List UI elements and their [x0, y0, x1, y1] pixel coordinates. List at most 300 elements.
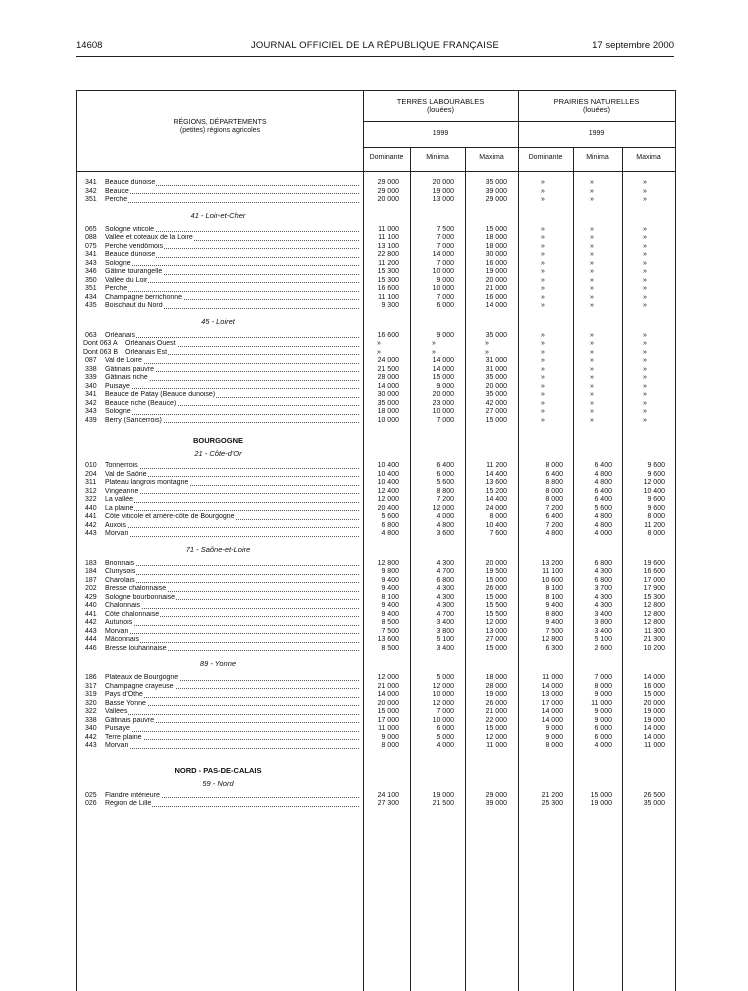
- row-value: 9 800: [381, 568, 399, 575]
- row-code: 204: [85, 470, 97, 478]
- row-name: [105, 417, 359, 426]
- row-value: 6 800: [594, 576, 612, 584]
- row-value: 9 000: [436, 382, 454, 390]
- row-label: Bresse chalonnaise: [105, 585, 167, 592]
- row-value: 15 200: [485, 487, 507, 495]
- row-label: Clunysois: [105, 568, 136, 575]
- row-value: 35 000: [643, 800, 665, 807]
- row-value: 20 000: [432, 391, 454, 398]
- row-value: 3 700: [594, 585, 612, 592]
- department-heading: 45 - Loiret: [201, 316, 235, 326]
- table-row: [77, 800, 675, 809]
- row-value: 7 000: [436, 234, 454, 241]
- row-label: Sologne bourbonnaise: [105, 593, 176, 601]
- row-value: 19 000: [643, 716, 665, 724]
- row-value: 39 000: [485, 187, 507, 195]
- row-name: [105, 479, 359, 488]
- row-value: »: [377, 348, 381, 356]
- row-name: [105, 505, 359, 514]
- row-value: 10 000: [432, 691, 454, 698]
- row-code: 443: [85, 627, 97, 635]
- row-value: 9 000: [594, 691, 612, 698]
- col-region-title: RÉGIONS, DÉPARTEMENTS: [173, 119, 267, 126]
- region-heading: NORD - PAS-DE-CALAIS: [174, 765, 262, 775]
- row-code: 343: [85, 259, 97, 267]
- row-name: [105, 619, 359, 628]
- publication-date: 17 septembre 2000: [592, 40, 674, 51]
- table-row: [77, 488, 675, 497]
- group-prairies-sub: (louées): [582, 105, 611, 114]
- row-value: 21 000: [485, 285, 507, 292]
- row-value: 4 300: [436, 602, 454, 609]
- row-value: 15 000: [643, 691, 665, 698]
- row-value: »: [541, 285, 545, 292]
- row-value: 15 300: [377, 268, 399, 275]
- row-value: 8 000: [647, 530, 665, 537]
- row-value: 12 800: [643, 619, 665, 626]
- row-value: 6 000: [594, 725, 612, 732]
- dotted-leader: [105, 714, 359, 715]
- table-row: [77, 340, 675, 349]
- row-code: 088: [85, 234, 97, 241]
- row-label: Auxois: [105, 521, 127, 529]
- row-code: 187: [85, 576, 97, 584]
- row-value: 17 000: [541, 699, 563, 707]
- journal-title: JOURNAL OFFICIEL DE LA RÉPUBLIQUE FRANÇAISE: [250, 40, 500, 51]
- row-value: 13 000: [541, 691, 563, 698]
- table-row: [77, 708, 675, 717]
- row-value: 6 800: [381, 521, 399, 529]
- row-code: 340: [85, 725, 97, 732]
- row-name: [105, 691, 359, 700]
- row-value: 29 000: [485, 791, 507, 799]
- row-value: 20 000: [485, 559, 507, 567]
- row-value: »: [643, 187, 647, 195]
- row-name: [105, 462, 359, 471]
- row-value: 19 000: [432, 791, 454, 799]
- row-label: Sologne viticole: [105, 225, 155, 233]
- row-value: 16 000: [485, 293, 507, 301]
- row-code: 342: [85, 187, 97, 195]
- row-value: »: [541, 331, 545, 339]
- row-name: [105, 568, 359, 577]
- row-value: 7 600: [489, 530, 507, 537]
- row-value: 12 000: [377, 674, 399, 681]
- header-line: [363, 121, 675, 122]
- row-name: [105, 374, 359, 383]
- row-value: 6 000: [594, 733, 612, 741]
- table-row: [77, 383, 675, 392]
- row-value: »: [590, 408, 594, 415]
- row-value: 20 000: [432, 179, 454, 186]
- row-value: 19 000: [485, 268, 507, 275]
- row-value: »: [643, 365, 647, 373]
- row-value: 17 000: [643, 576, 665, 584]
- row-value: 8 000: [594, 682, 612, 690]
- table-row: [77, 568, 675, 577]
- subheader-minima: Minima: [426, 154, 449, 161]
- row-name: [105, 800, 359, 809]
- row-value: »: [541, 234, 545, 241]
- row-value: »: [643, 399, 647, 407]
- dotted-leader: [105, 502, 359, 503]
- row-name: [105, 366, 359, 375]
- row-value: 26 000: [485, 699, 507, 707]
- row-value: 10 000: [377, 416, 399, 424]
- row-value: »: [590, 391, 594, 398]
- row-value: »: [541, 382, 545, 390]
- row-value: 7 000: [594, 674, 612, 681]
- row-value: »: [590, 225, 594, 233]
- header-line: [77, 171, 675, 172]
- table-row: [77, 374, 675, 383]
- row-value: 16 600: [377, 285, 399, 292]
- table-row: [77, 462, 675, 471]
- row-label: Orléanais: [105, 331, 135, 339]
- row-value: »: [590, 374, 594, 381]
- row-value: 27 300: [377, 800, 399, 807]
- table-row: [77, 349, 675, 358]
- row-value: 6 400: [545, 513, 563, 520]
- row-value: »: [541, 276, 545, 284]
- table-row: [77, 505, 675, 514]
- subheader-minima: Minima: [586, 154, 609, 161]
- row-value: 29 000: [377, 187, 399, 195]
- row-value: 20 000: [485, 382, 507, 390]
- row-value: »: [541, 348, 545, 356]
- dotted-leader: [105, 536, 359, 537]
- row-value: 35 000: [485, 391, 507, 398]
- row-value: 21 000: [485, 708, 507, 715]
- dotted-leader: [105, 493, 359, 494]
- row-value: 20 000: [377, 699, 399, 707]
- row-value: 9 400: [381, 576, 399, 584]
- row-code: 429: [85, 593, 97, 601]
- row-value: 23 000: [432, 399, 454, 407]
- row-value: 24 000: [377, 357, 399, 364]
- row-value: 15 000: [377, 708, 399, 715]
- row-value: 4 300: [594, 568, 612, 575]
- row-value: 14 400: [485, 496, 507, 503]
- row-value: 10 000: [432, 285, 454, 292]
- table-row: [77, 628, 675, 637]
- row-value: »: [643, 416, 647, 424]
- row-value: 12 000: [643, 479, 665, 486]
- table-row: [77, 636, 675, 645]
- row-name: [105, 742, 359, 751]
- row-name: [105, 611, 359, 620]
- department-heading: 41 - Loir-et-Cher: [190, 210, 246, 220]
- row-label: Plateau langrois montagne: [105, 479, 189, 486]
- row-value: 19 500: [485, 568, 507, 575]
- subheader-dominante: Dominante: [369, 154, 404, 161]
- table-row: [77, 725, 675, 734]
- table-row: [77, 742, 675, 751]
- table-row: [77, 560, 675, 569]
- dotted-leader: [105, 468, 359, 469]
- row-value: »: [541, 259, 545, 267]
- row-value: 16 600: [643, 568, 665, 575]
- row-value: 9 600: [647, 496, 665, 503]
- row-value: 12 000: [432, 699, 454, 707]
- table-row: [77, 260, 675, 269]
- row-value: »: [643, 374, 647, 381]
- row-name: [105, 683, 359, 692]
- rent-table: [76, 90, 676, 991]
- row-value: »: [541, 391, 545, 398]
- department-heading: 21 - Côte-d'Or: [194, 449, 242, 458]
- row-value: 21 500: [377, 365, 399, 373]
- row-code: 443: [85, 530, 97, 537]
- row-label: Gâtinais pauvre: [105, 716, 155, 724]
- row-value: »: [643, 293, 647, 301]
- dotted-leader: [105, 510, 359, 511]
- row-value: »: [590, 196, 594, 203]
- row-value: »: [541, 357, 545, 364]
- row-value: 31 000: [485, 365, 507, 373]
- row-label: Gâtinais riche: [105, 374, 148, 381]
- row-label: Berry (Sancerrois): [105, 416, 162, 424]
- row-value: »: [541, 242, 545, 250]
- row-label: Boischaut du Nord: [105, 302, 163, 309]
- row-label: Perche: [105, 196, 128, 203]
- row-value: 8 100: [381, 593, 399, 601]
- row-value: 14 000: [541, 708, 563, 715]
- row-value: 14 000: [541, 682, 563, 690]
- row-value: »: [643, 225, 647, 233]
- group-prairies-header: [518, 98, 675, 114]
- row-value: 26 000: [485, 585, 507, 592]
- row-value: 28 000: [485, 682, 507, 690]
- table-row: [77, 734, 675, 743]
- row-value: »: [643, 196, 647, 203]
- row-value: 19 000: [432, 187, 454, 195]
- row-label: La vallée: [105, 496, 134, 503]
- row-value: 3 400: [436, 644, 454, 652]
- dotted-leader: [105, 527, 359, 528]
- row-label: Plateaux de Bourgogne: [105, 674, 179, 681]
- row-label: Autunois: [105, 619, 133, 626]
- row-value: 4 300: [436, 559, 454, 567]
- row-label: Orléanais Ouest: [125, 340, 176, 347]
- row-value: 16 000: [485, 259, 507, 267]
- row-code: 443: [85, 742, 97, 749]
- row-value: 12 800: [643, 610, 665, 618]
- row-value: 4 800: [436, 521, 454, 529]
- row-value: 11 000: [486, 742, 507, 749]
- row-name: [125, 349, 359, 358]
- row-value: »: [541, 408, 545, 415]
- table-row: [77, 196, 675, 205]
- row-name: [105, 496, 359, 505]
- dotted-leader: [105, 291, 359, 292]
- table-row: [77, 294, 675, 303]
- row-value: 10 200: [643, 644, 665, 652]
- row-name: [105, 734, 359, 743]
- row-name: [105, 408, 359, 417]
- row-value: 4 000: [594, 742, 612, 749]
- row-value: 10 000: [432, 716, 454, 724]
- row-value: 4 300: [594, 602, 612, 609]
- row-value: »: [590, 348, 594, 356]
- row-value: »: [590, 399, 594, 407]
- row-value: 9 600: [647, 470, 665, 478]
- row-code: 010: [85, 462, 97, 469]
- row-name: [105, 268, 359, 277]
- table-row: [77, 188, 675, 197]
- row-value: »: [590, 251, 594, 258]
- row-value: 14 000: [541, 716, 563, 724]
- group-terres-sub: (louées): [426, 105, 455, 114]
- row-code: Dont 063 A: [83, 340, 118, 347]
- row-code: 025: [85, 791, 97, 799]
- row-value: 3 800: [436, 627, 454, 635]
- row-value: 15 500: [485, 610, 507, 618]
- table-row: [77, 332, 675, 341]
- row-label: Vallée du Loir: [105, 276, 148, 284]
- row-value: »: [643, 382, 647, 390]
- row-code: 341: [85, 391, 97, 398]
- dotted-leader: [105, 731, 359, 732]
- table-row: [77, 417, 675, 426]
- row-value: 8 000: [647, 513, 665, 520]
- row-code: 351: [85, 196, 97, 203]
- row-value: »: [541, 293, 545, 301]
- page-number: 14608: [76, 40, 103, 51]
- row-value: 10 400: [377, 462, 399, 469]
- subheader-maxima: Maxima: [636, 154, 661, 161]
- table-row: [77, 594, 675, 603]
- row-value: 5 000: [436, 674, 454, 681]
- row-value: 6 400: [594, 487, 612, 495]
- row-value: 3 400: [436, 619, 454, 626]
- row-value: 30 000: [377, 391, 399, 398]
- row-value: 7 500: [436, 225, 454, 233]
- row-name: [105, 700, 359, 709]
- row-value: »: [643, 331, 647, 339]
- row-value: 9 400: [545, 602, 563, 609]
- row-name: [105, 628, 359, 637]
- row-value: »: [590, 382, 594, 390]
- row-value: 8 800: [545, 479, 563, 486]
- row-value: 20 000: [485, 276, 507, 284]
- year-terres: 1999: [432, 130, 449, 137]
- row-label: Beauce de Patay (Beauce dunoise): [105, 391, 216, 398]
- row-code: 186: [85, 674, 97, 681]
- row-value: »: [541, 399, 545, 407]
- row-label: Beauce: [105, 187, 129, 195]
- row-code: 026: [85, 800, 97, 807]
- row-value: 16 600: [377, 331, 399, 339]
- row-value: 9 000: [436, 276, 454, 284]
- row-name: [105, 530, 359, 539]
- row-value: »: [590, 285, 594, 292]
- row-value: 28 000: [377, 374, 399, 381]
- row-value: 10 400: [485, 521, 507, 529]
- page-header: [76, 40, 674, 54]
- row-name: [105, 488, 359, 497]
- row-value: 24 100: [377, 791, 399, 799]
- row-value: »: [643, 276, 647, 284]
- row-value: »: [590, 187, 594, 195]
- row-value: 8 100: [545, 593, 563, 601]
- row-value: »: [590, 365, 594, 373]
- table-row: [77, 357, 675, 366]
- row-value: 10 400: [643, 487, 665, 495]
- row-value: 9 000: [594, 708, 612, 715]
- row-value: 6 000: [436, 470, 454, 478]
- row-value: 8 000: [545, 496, 563, 503]
- row-name: [105, 400, 359, 409]
- row-value: 14 000: [432, 365, 454, 373]
- row-label: Sologne: [105, 408, 131, 415]
- row-name: [105, 251, 359, 260]
- row-value: 8 800: [436, 487, 454, 495]
- row-value: 8 000: [545, 742, 563, 749]
- row-value: 9 000: [436, 331, 454, 339]
- row-name: [105, 226, 359, 235]
- row-value: 11 000: [644, 742, 665, 749]
- row-value: »: [643, 259, 647, 267]
- table-row: [77, 179, 675, 188]
- row-value: 13 100: [377, 242, 399, 250]
- row-code: 343: [85, 408, 97, 415]
- row-value: 9 000: [594, 716, 612, 724]
- row-value: 11 100: [542, 568, 563, 575]
- row-label: Champagne berrichonne: [105, 293, 183, 301]
- row-value: »: [643, 242, 647, 250]
- table-row: [77, 496, 675, 505]
- row-code: 340: [85, 382, 97, 390]
- row-value: »: [590, 268, 594, 275]
- row-value: 5 100: [436, 636, 454, 643]
- row-label: Morvan: [105, 742, 129, 749]
- row-value: 9 400: [381, 585, 399, 592]
- row-value: 42 000: [485, 399, 507, 407]
- table-row: [77, 408, 675, 417]
- row-value: »: [541, 251, 545, 258]
- row-value: 6 400: [594, 496, 612, 503]
- row-name: [105, 522, 359, 531]
- row-value: 15 000: [485, 725, 507, 732]
- row-value: 11 000: [378, 225, 399, 233]
- row-value: 11 200: [486, 462, 507, 469]
- row-value: 9 400: [545, 619, 563, 626]
- row-value: »: [643, 348, 647, 356]
- spacer: [77, 425, 675, 435]
- row-code: 339: [85, 374, 97, 381]
- row-code: 338: [85, 716, 97, 724]
- row-value: 9 000: [545, 733, 563, 741]
- row-code: Dont 063 B: [83, 348, 119, 356]
- row-name: [105, 285, 359, 294]
- row-value: 15 300: [377, 276, 399, 284]
- table-row: [77, 391, 675, 400]
- table-row: [77, 522, 675, 531]
- row-code: 441: [85, 610, 97, 618]
- row-label: Perche vendômois: [105, 242, 163, 250]
- row-code: 338: [85, 365, 97, 373]
- row-value: »: [541, 340, 545, 347]
- row-value: 6 400: [545, 470, 563, 478]
- row-label: Tonnerrois: [105, 462, 138, 469]
- row-value: 11 200: [378, 259, 399, 267]
- row-value: 8 000: [489, 513, 507, 520]
- row-value: 11 100: [378, 293, 399, 301]
- row-value: 14 000: [485, 302, 507, 309]
- row-value: 6 800: [594, 559, 612, 567]
- table-row: [77, 602, 675, 611]
